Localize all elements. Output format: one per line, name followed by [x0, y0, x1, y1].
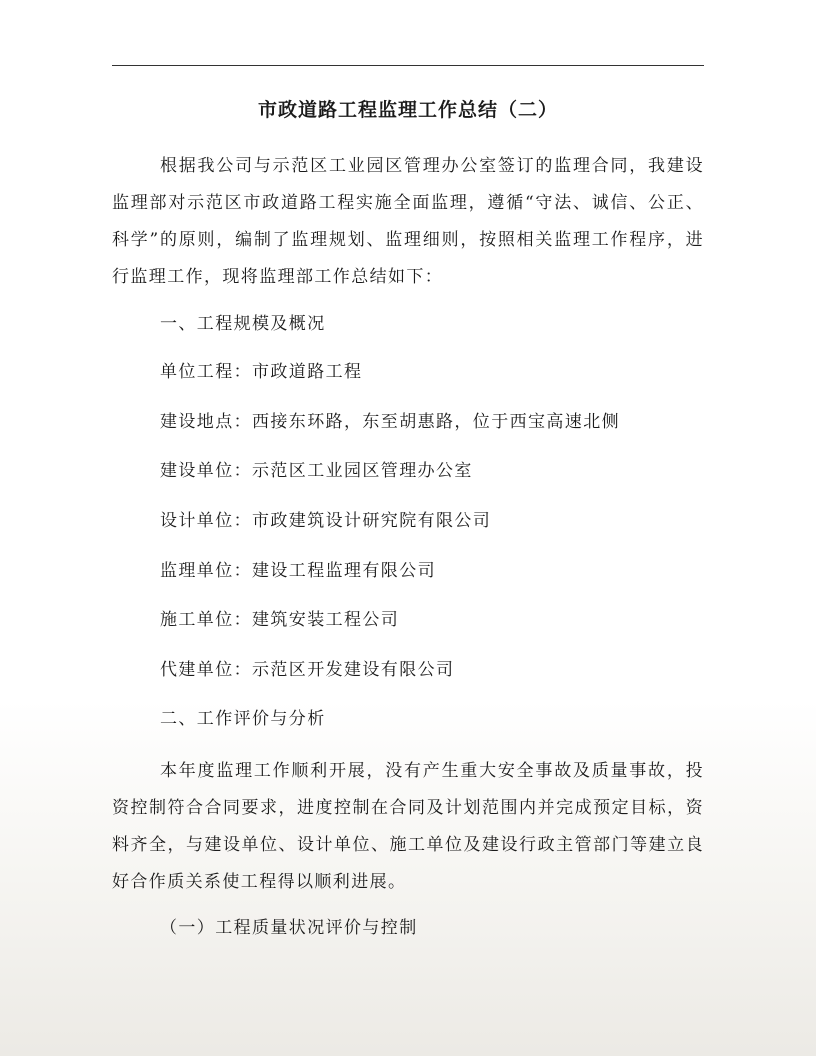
project-unit-line: 单位工程：市政道路工程 [160, 362, 363, 382]
header-rule [112, 65, 704, 66]
agent-line: 代建单位：示范区开发建设有限公司 [160, 660, 455, 680]
section-heading-evaluation: 二、工作评价与分析 [160, 709, 326, 729]
supervisor-line: 监理单位：建设工程监理有限公司 [160, 561, 436, 581]
contractor-line: 施工单位：建筑安装工程公司 [160, 610, 400, 630]
subsection-heading-quality: （一）工程质量状况评价与控制 [160, 918, 418, 938]
designer-line: 设计单位：市政建筑设计研究院有限公司 [160, 511, 492, 531]
document-title: 市政道路工程监理工作总结（二） [257, 99, 558, 121]
location-line: 建设地点：西接东环路，东至胡惠路，位于西宝高速北侧 [160, 412, 620, 432]
intro-paragraph: 根据我公司与示范区工业园区管理办公室签订的监理合同，我建设监理部对示范区市政道路工程实施全面监理，遵循“守法、诚信、公正、科学”的原则，编制了监理规划、监理细则，按照相关监理工作程序，进行监理工作，现将监理部工作总结如下： [112, 156, 704, 287]
owner-line: 建设单位：示范区工业园区管理办公室 [160, 461, 473, 481]
section-heading-scale: 一、工程规模及概况 [160, 314, 326, 334]
evaluation-paragraph: 本年度监理工作顺利开展，没有产生重大安全事故及质量事故，投资控制符合合同要求，进度控制在合同及计划范围内并完成预定目标，资料齐全，与建设单位、设计单位、施工单位及建设行政主管部门等建立良好合作质关系使工程得以顺利进展。 [112, 761, 704, 892]
